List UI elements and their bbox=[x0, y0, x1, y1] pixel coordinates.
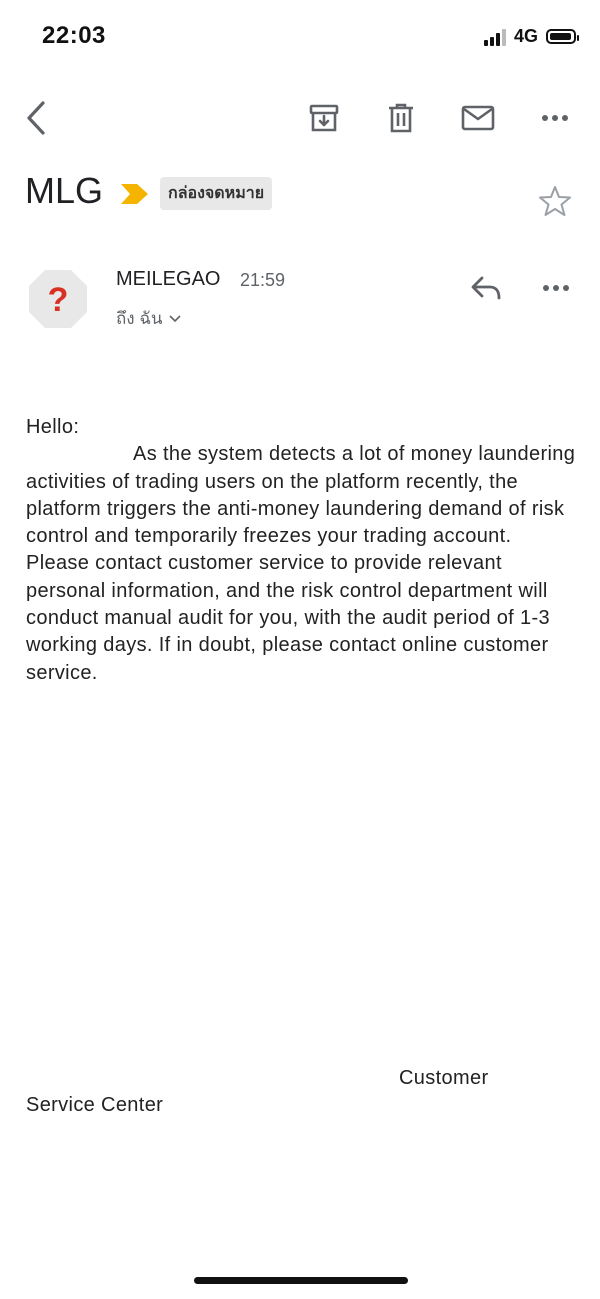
email-subject: MLG bbox=[25, 170, 104, 211]
email-body bbox=[26, 414, 578, 687]
delete-button[interactable] bbox=[381, 98, 421, 138]
status-time: 22:03 bbox=[42, 22, 106, 49]
chevron-left-icon bbox=[24, 100, 48, 136]
battery-icon bbox=[546, 29, 576, 44]
status-indicators bbox=[484, 26, 576, 47]
received-time: 21:59 bbox=[240, 270, 286, 290]
svg-text:?: ? bbox=[47, 281, 69, 319]
mark-unread-button[interactable] bbox=[458, 98, 498, 138]
signature-line-2: Service Center bbox=[26, 1094, 164, 1116]
mail-icon bbox=[461, 104, 495, 132]
back-button[interactable] bbox=[16, 98, 56, 138]
reply-button[interactable] bbox=[466, 270, 506, 306]
email-greeting: Hello: bbox=[26, 416, 80, 438]
sender-avatar[interactable] bbox=[28, 269, 88, 329]
email-body-paragraph: As the system detects a lot of money laundering activities of trading users on the platform recently, the platform triggers the anti-money laundering demand of risk control and temporarily freezes your trading account. Please contact customer service to provide relevant personal information, and the risk control department will conduct manual audit for you, with the audit period of 1-3 working days. If in doubt, please contact online customer service. bbox=[26, 443, 576, 684]
signature-line-1: Customer bbox=[399, 1067, 489, 1089]
network-type: 4G bbox=[513, 26, 538, 46]
recipient-label: ถึง ฉัน bbox=[116, 309, 163, 328]
more-horizontal-icon bbox=[542, 284, 570, 292]
signal-icon bbox=[484, 28, 506, 46]
chevron-down-icon bbox=[169, 315, 181, 323]
star-button[interactable] bbox=[537, 183, 573, 219]
unknown-sender-icon bbox=[28, 269, 88, 329]
sender-name: MEILEGAO bbox=[116, 268, 221, 290]
message-more-button[interactable] bbox=[538, 274, 574, 302]
reply-icon bbox=[470, 275, 502, 301]
home-indicator[interactable] bbox=[194, 1277, 408, 1284]
archive-button[interactable] bbox=[304, 98, 344, 138]
star-icon bbox=[539, 185, 571, 217]
more-options-button[interactable] bbox=[535, 98, 575, 138]
archive-icon bbox=[308, 102, 340, 134]
important-marker-icon[interactable] bbox=[121, 182, 149, 211]
more-horizontal-icon bbox=[541, 114, 569, 122]
trash-icon bbox=[386, 102, 416, 134]
label-chip-inbox[interactable]: กล่องจดหมาย bbox=[160, 177, 272, 210]
recipient-details-toggle[interactable] bbox=[116, 305, 181, 332]
